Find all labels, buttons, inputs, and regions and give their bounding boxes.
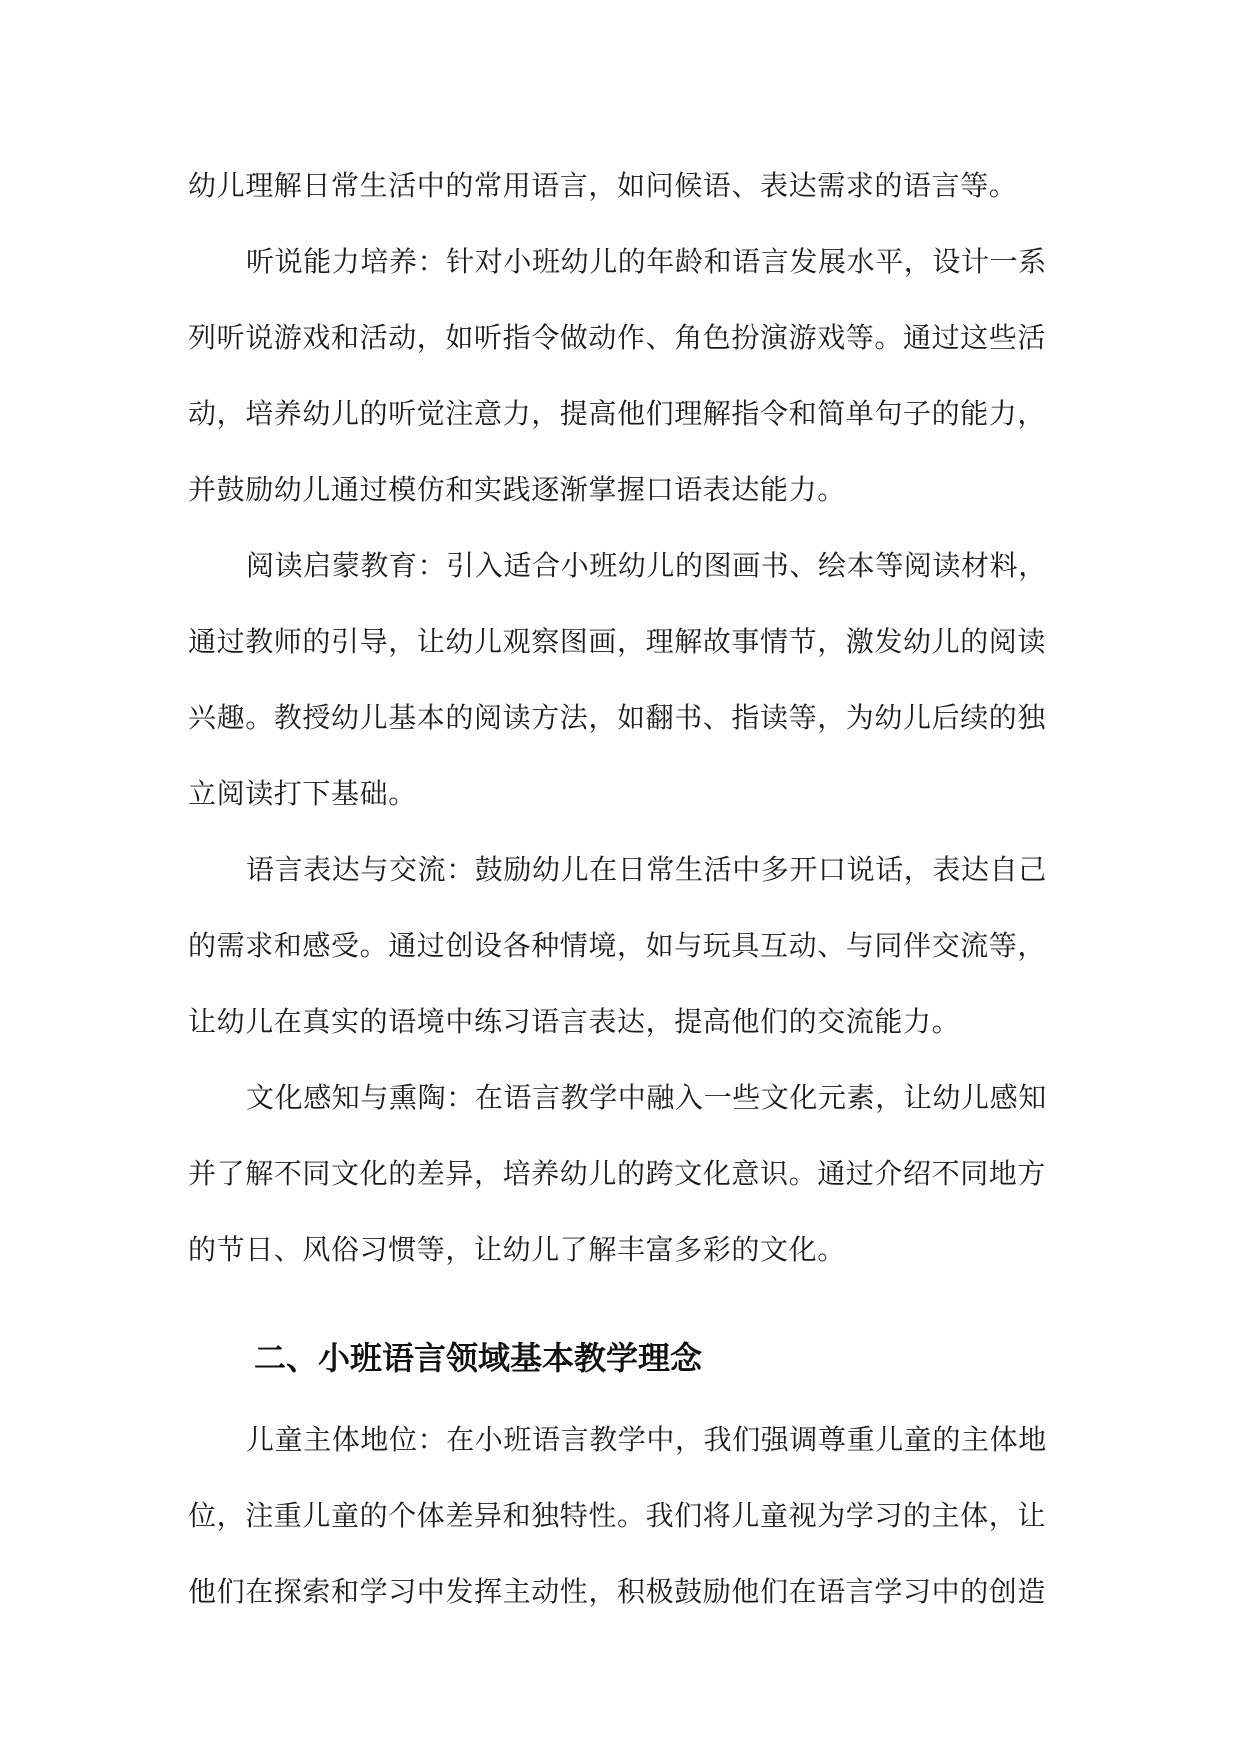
- text-line: 并鼓励幼儿通过模仿和实践逐渐掌握口语表达能力。: [188, 473, 846, 506]
- paragraph-listening-speaking: [188, 224, 1054, 528]
- text-line: 他们在探索和学习中发挥主动性，积极鼓励他们在语言学习中的创造: [188, 1575, 1047, 1608]
- text-line: 听说能力培养：针对小班幼儿的年龄和语言发展水平，设计一系: [246, 245, 1047, 278]
- text-line: 的节日、风俗习惯等，让幼儿了解丰富多彩的文化。: [188, 1233, 846, 1266]
- document-body: [188, 148, 1054, 1630]
- paragraph-reading-enlightenment: [188, 528, 1054, 832]
- text-line: 位，注重儿童的个体差异和独特性。我们将儿童视为学习的主体，让: [188, 1499, 1047, 1532]
- text-line: 儿童主体地位：在小班语言教学中，我们强调尊重儿童的主体地: [246, 1423, 1047, 1456]
- text-line: 兴趣。教授幼儿基本的阅读方法，如翻书、指读等，为幼儿后续的独: [188, 701, 1047, 734]
- text-line: 的需求和感受。通过创设各种情境，如与玩具互动、与同伴交流等，: [188, 929, 1047, 962]
- paragraph-child-centered: [188, 1402, 1054, 1630]
- text-line: 阅读启蒙教育：引入适合小班幼儿的图画书、绘本等阅读材料，: [246, 549, 1047, 582]
- paragraph: [188, 148, 1054, 224]
- text-line: 语言表达与交流：鼓励幼儿在日常生活中多开口说话，表达自己: [246, 853, 1047, 886]
- text-line: 动，培养幼儿的听觉注意力，提高他们理解指令和简单句子的能力，: [188, 397, 1047, 430]
- text-line: 文化感知与熏陶：在语言教学中融入一些文化元素，让幼儿感知: [246, 1081, 1047, 1114]
- text-line: 通过教师的引导，让幼儿观察图画，理解故事情节，激发幼儿的阅读: [188, 625, 1047, 658]
- text-line: 并了解不同文化的差异，培养幼儿的跨文化意识。通过介绍不同地方: [188, 1157, 1047, 1190]
- text-line: 让幼儿在真实的语境中练习语言表达，提高他们的交流能力。: [188, 1005, 961, 1038]
- text-line: 立阅读打下基础。: [188, 777, 417, 810]
- text-line: 列听说游戏和活动，如听指令做动作、角色扮演游戏等。通过这些活: [188, 321, 1047, 354]
- text-line: 幼儿理解日常生活中的常用语言，如问候语、表达需求的语言等。: [188, 169, 1018, 202]
- section-heading: 二、小班语言领域基本教学理念: [254, 1339, 703, 1377]
- paragraph-cultural-awareness: [188, 1060, 1054, 1288]
- paragraph-expression-communication: [188, 832, 1054, 1060]
